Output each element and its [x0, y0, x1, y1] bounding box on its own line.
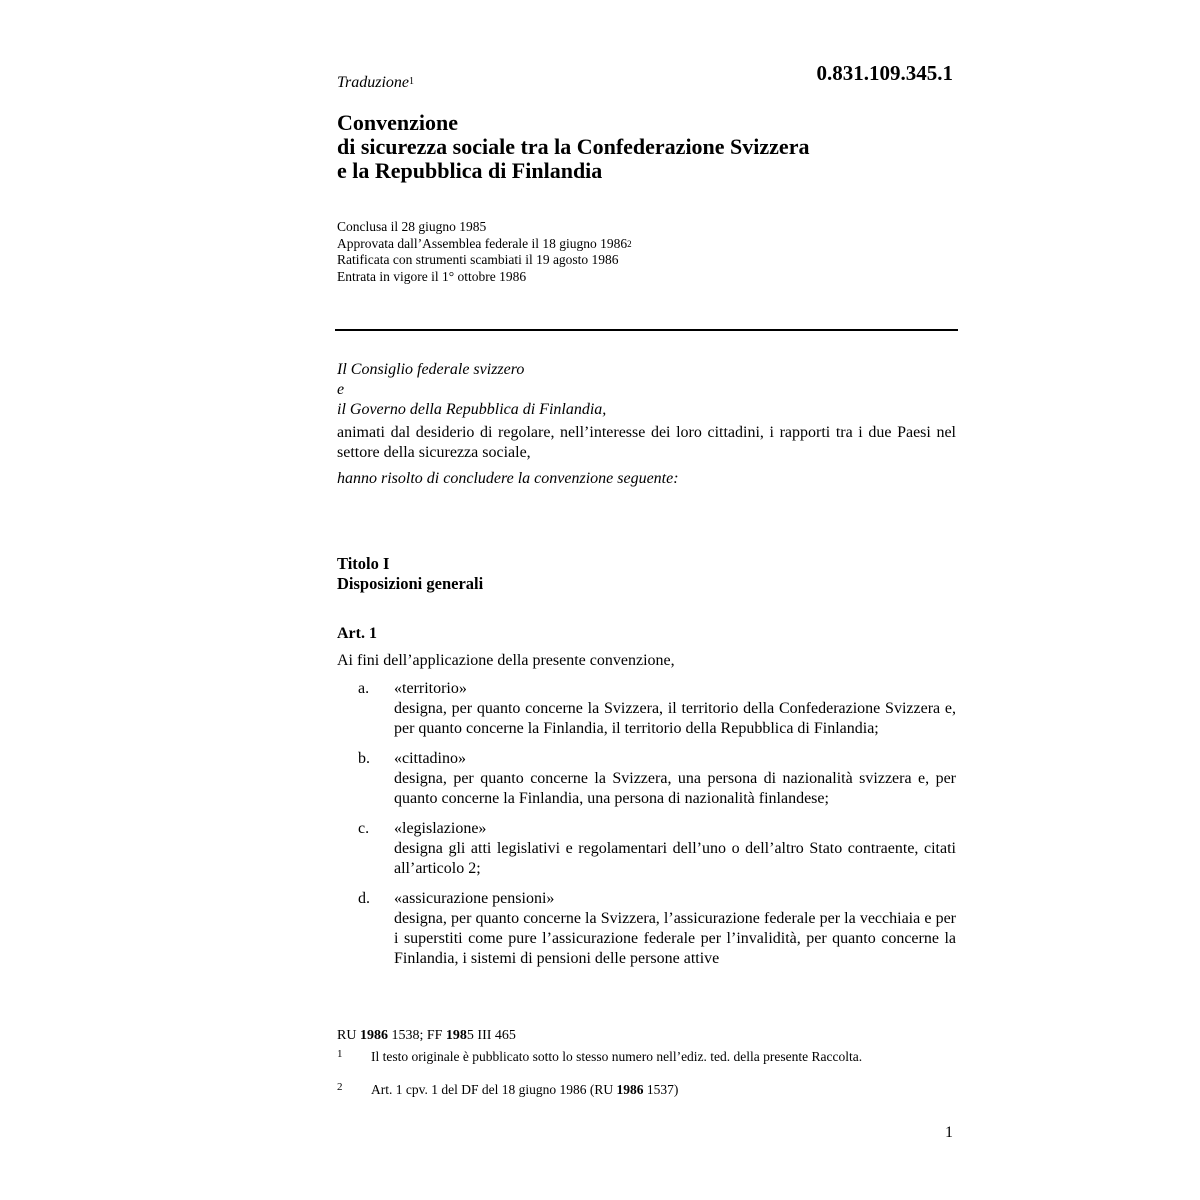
- horizontal-rule: [335, 329, 958, 331]
- section-title-line-2: Disposizioni generali: [337, 574, 484, 593]
- list-item: [337, 749, 956, 809]
- preamble-party-1: Il Consiglio federale svizzero: [337, 361, 525, 378]
- footnote-text-after: 1537): [643, 1082, 679, 1097]
- meta-approved-text: Approvata dall’Assemblea federale il 18 giugno 1986: [337, 235, 628, 251]
- preamble-resolution: hanno risolto di concludere la convenzione seguente:: [337, 470, 679, 487]
- list-item: [337, 679, 956, 739]
- footnote-number: 2: [337, 1081, 343, 1093]
- ref-ru-year: 1986: [359, 1028, 388, 1043]
- section-heading: [337, 554, 483, 594]
- item-description: designa, per quanto concerne la Svizzera, l’assicurazione federale per la vecchiaia e per i superstiti come pure l’assicurazione federale per l’invalidità, per quanto concerne la Finlandia, i sistemi di pensioni delle persone attive: [394, 910, 956, 967]
- ref-ru-rest: 1538; FF: [387, 1028, 446, 1043]
- item-description: designa, per quanto concerne la Svizzera, il territorio della Confederazione Svizzera e, per quanto concerne la Finlandia, il territorio della Repubblica di Finlandia;: [394, 700, 956, 737]
- preamble: [337, 360, 956, 489]
- meta-approved: [337, 236, 632, 253]
- item-label: c.: [358, 820, 370, 837]
- meta-concluded: Conclusa il 28 giugno 1985: [337, 219, 487, 234]
- section-title-line-1: Titolo I: [337, 554, 390, 573]
- footnote-ref-1[interactable]: 1: [409, 76, 415, 87]
- item-description: designa gli atti legislativi e regolamentari dell’uno o dell’altro Stato contraente, citati all’articolo 2;: [394, 840, 956, 877]
- translation-label: [337, 74, 414, 92]
- item-term: «assicurazione pensioni»: [394, 890, 555, 907]
- meta-ratified: Ratificata con strumenti scambiati il 19 agosto 1986: [337, 252, 619, 267]
- footnote-text-before: Art. 1 cpv. 1 del DF del 18 giugno 1986 (RU: [371, 1082, 617, 1097]
- article-heading: Art. 1: [337, 625, 377, 642]
- footnote-text-bold: 1986: [616, 1082, 644, 1097]
- publication-reference: [337, 1028, 516, 1044]
- title-line-3: e la Repubblica di Finlandia: [337, 158, 603, 183]
- preamble-motive: animati dal desiderio di regolare, nell’interesse dei loro cittadini, i rapporti tra i due Paesi nel settore della sicurezza sociale,: [337, 424, 956, 461]
- title-line-2: di sicurezza sociale tra la Confederazione Svizzera: [337, 134, 810, 159]
- document-number: 0.831.109.345.1: [816, 61, 953, 85]
- document-metadata: [337, 219, 632, 285]
- translation-text: Traduzione: [337, 74, 410, 91]
- item-term: «territorio»: [394, 680, 467, 697]
- page-number: 1: [945, 1124, 953, 1141]
- meta-entry: Entrata in vigore il 1° ottobre 1986: [337, 268, 527, 284]
- definitions-list: [337, 679, 956, 979]
- title-line-1: Convenzione: [337, 110, 458, 135]
- article-intro: Ai fini dell’applicazione della presente convenzione,: [337, 652, 675, 669]
- ref-ru-prefix: RU: [337, 1028, 360, 1043]
- footnote-number: 1: [337, 1048, 343, 1060]
- preamble-conjunction: e: [337, 381, 345, 398]
- item-label: a.: [358, 680, 370, 697]
- item-term: «legislazione»: [394, 820, 487, 837]
- ref-ff-rest: 5 III 465: [466, 1028, 516, 1043]
- item-label: d.: [358, 890, 370, 907]
- item-term: «cittadino»: [394, 750, 466, 767]
- footnote-text: Il testo originale è pubblicato sotto lo stesso numero nell’ediz. ted. della presente Raccolta.: [371, 1049, 863, 1064]
- document-page: [337, 0, 958, 1200]
- item-description: designa, per quanto concerne la Svizzera, una persona di nazionalità svizzera e, per quanto concerne la Finlandia, una persona di nazionalità finlandese;: [394, 770, 956, 807]
- list-item: [337, 889, 956, 969]
- footnote-text: [371, 1082, 931, 1098]
- item-label: b.: [358, 750, 370, 767]
- ref-ff-bold: 198: [445, 1028, 467, 1043]
- preamble-party-2: il Governo della Repubblica di Finlandia,: [337, 401, 607, 418]
- footnote-ref-2[interactable]: 2: [627, 238, 632, 249]
- list-item: [337, 819, 956, 879]
- document-title: [337, 111, 957, 183]
